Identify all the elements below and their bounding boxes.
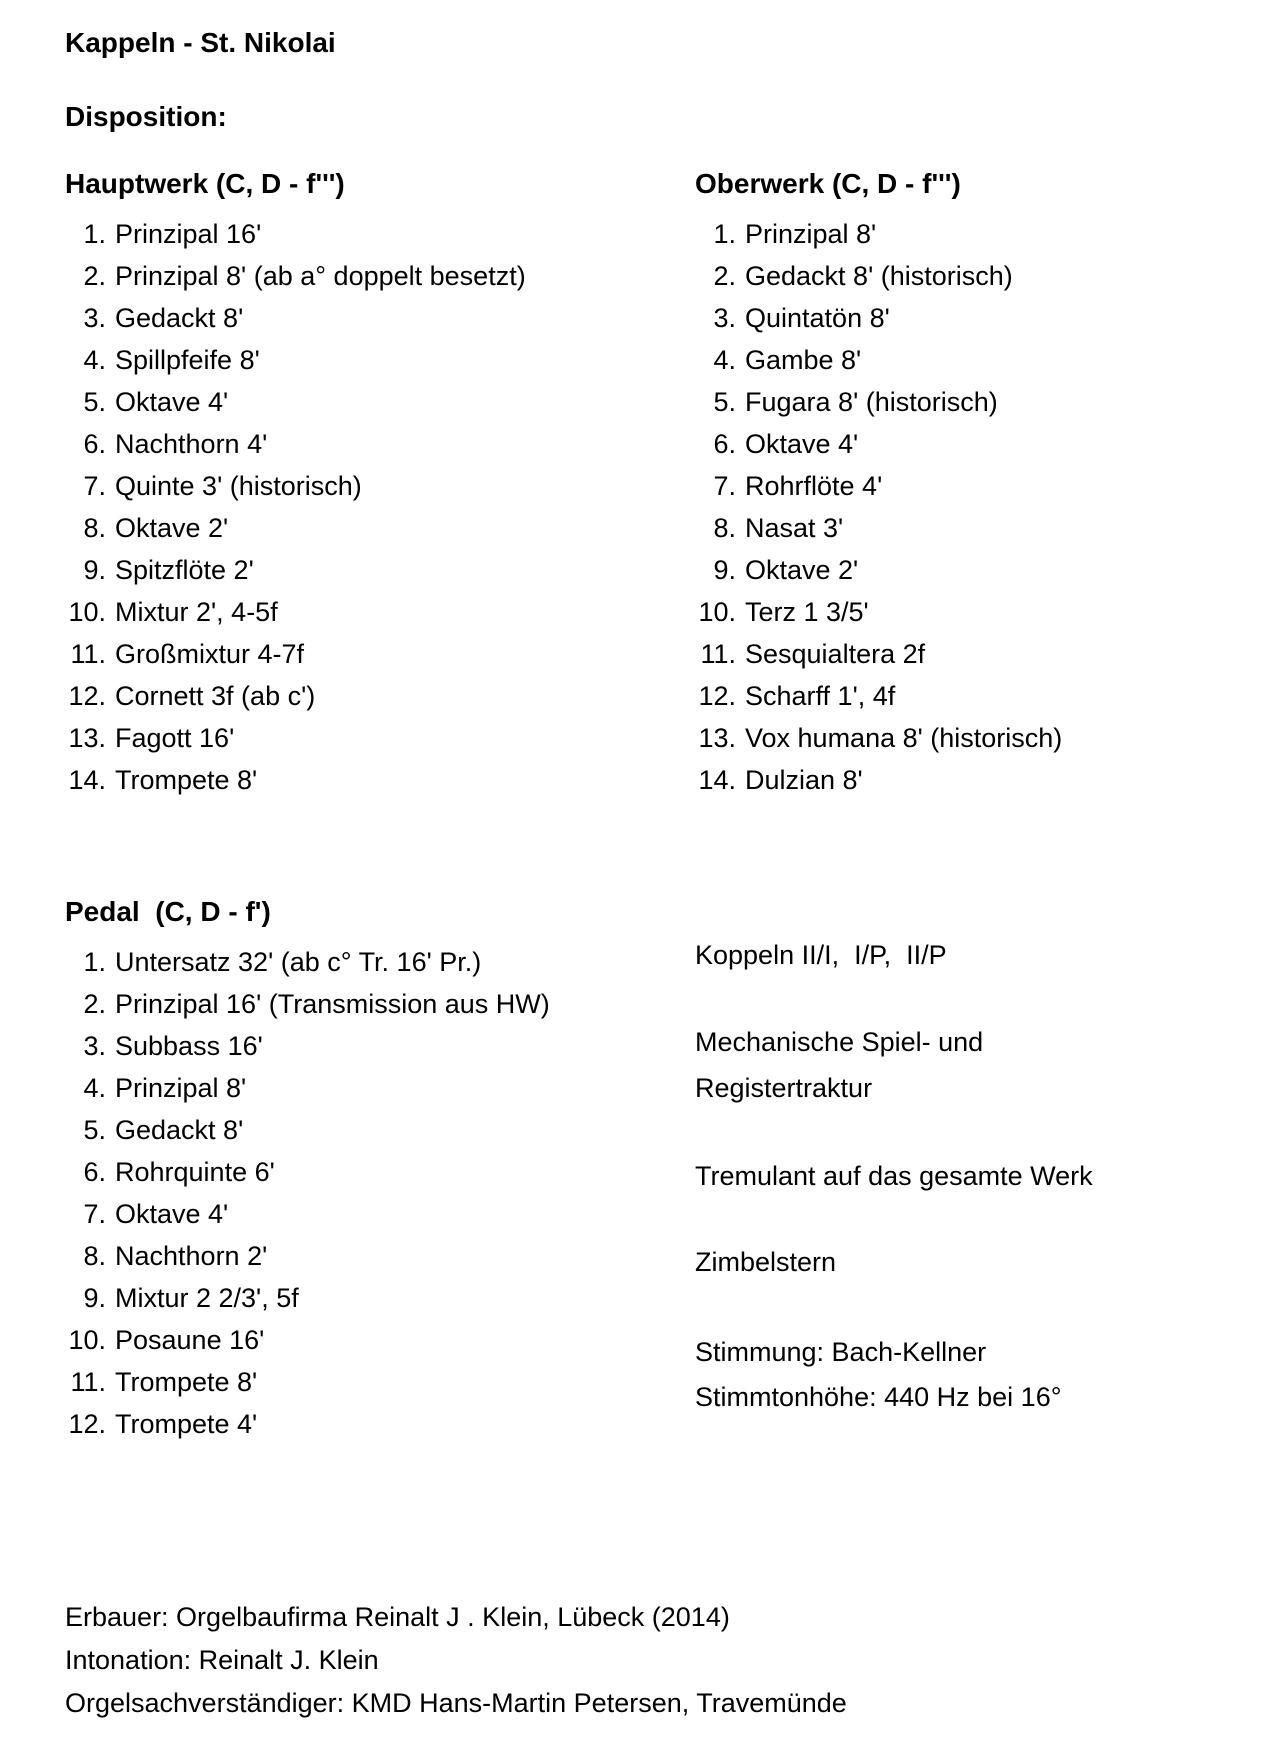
stop-label: Sesquialtera 2f bbox=[745, 639, 926, 669]
stop-number: 13. bbox=[698, 723, 736, 753]
stop-number: 5. bbox=[83, 387, 106, 417]
stop-number: 13. bbox=[68, 723, 106, 753]
stop-number: 3. bbox=[713, 303, 736, 333]
stop-number: 12. bbox=[68, 1409, 106, 1439]
stop-label: Trompete 8' bbox=[115, 1367, 258, 1397]
stop-number: 6. bbox=[83, 429, 106, 459]
stop-item bbox=[62, 465, 637, 507]
stop-label: Oktave 4' bbox=[115, 1199, 229, 1229]
stop-number: 10. bbox=[698, 597, 736, 627]
stop-number: 11. bbox=[70, 639, 106, 669]
stop-label: Oktave 2' bbox=[115, 513, 229, 543]
tuning-block bbox=[695, 1330, 1255, 1420]
stop-number: 12. bbox=[698, 681, 736, 711]
stop-number: 2. bbox=[713, 261, 736, 291]
stop-number: 1. bbox=[83, 947, 106, 977]
stop-label: Scharff 1', 4f bbox=[745, 681, 896, 711]
stop-label: Gambe 8' bbox=[745, 345, 862, 375]
stop-label: Quintatön 8' bbox=[745, 303, 890, 333]
stop-label: Fugara 8' (historisch) bbox=[745, 387, 998, 417]
stop-item bbox=[62, 941, 637, 983]
hauptwerk-heading: Hauptwerk (C, D - f''') bbox=[65, 168, 345, 199]
stop-label: Oktave 4' bbox=[745, 429, 859, 459]
stop-item bbox=[692, 717, 1267, 759]
stop-label: Prinzipal 16' (Transmission aus HW) bbox=[115, 989, 550, 1019]
stop-label: Prinzipal 16' bbox=[115, 219, 262, 249]
stop-item bbox=[62, 1319, 637, 1361]
stop-item bbox=[62, 983, 637, 1025]
stop-item bbox=[62, 1403, 637, 1445]
stop-item bbox=[692, 465, 1267, 507]
stop-number: 11. bbox=[70, 1367, 106, 1397]
stop-number: 7. bbox=[83, 1199, 106, 1229]
stop-item bbox=[62, 423, 637, 465]
stop-item bbox=[62, 759, 637, 801]
pedal-section bbox=[62, 896, 637, 1445]
stop-label: Nachthorn 2' bbox=[115, 1241, 268, 1271]
stop-item bbox=[692, 549, 1267, 591]
stop-number: 3. bbox=[83, 303, 106, 333]
stop-item bbox=[692, 633, 1267, 675]
stop-item bbox=[62, 633, 637, 675]
stop-number: 7. bbox=[713, 471, 736, 501]
pedal-stop-list bbox=[62, 941, 637, 1445]
stop-label: Mixtur 2 2/3', 5f bbox=[115, 1283, 299, 1313]
stop-item bbox=[62, 591, 637, 633]
stop-label: Trompete 8' bbox=[115, 765, 258, 795]
stop-label: Posaune 16' bbox=[115, 1325, 265, 1355]
action-line: Mechanische Spiel- und Registertraktur bbox=[695, 1027, 984, 1103]
stop-item bbox=[692, 381, 1267, 423]
stop-label: Mixtur 2', 4-5f bbox=[115, 597, 278, 627]
stop-item bbox=[692, 591, 1267, 633]
stop-item bbox=[692, 213, 1267, 255]
stop-item bbox=[692, 339, 1267, 381]
stop-item bbox=[692, 507, 1267, 549]
stop-number: 9. bbox=[713, 555, 736, 585]
oberwerk-section bbox=[692, 168, 1267, 801]
hauptwerk-stop-list bbox=[62, 213, 637, 801]
stop-label: Terz 1 3/5' bbox=[745, 597, 869, 627]
stop-item bbox=[62, 549, 637, 591]
stop-label: Cornett 3f (ab c') bbox=[115, 681, 316, 711]
stop-item bbox=[62, 1235, 637, 1277]
stop-number: 10. bbox=[68, 1325, 106, 1355]
disposition-heading: Disposition: bbox=[65, 101, 227, 132]
stop-label: Untersatz 32' (ab c° Tr. 16' Pr.) bbox=[115, 947, 482, 977]
oberwerk-stop-list bbox=[692, 213, 1267, 801]
tremulant-line: Tremulant auf das gesamte Werk bbox=[695, 1161, 1093, 1191]
stop-number: 4. bbox=[713, 345, 736, 375]
stop-item bbox=[62, 1151, 637, 1193]
stop-label: Nasat 3' bbox=[745, 513, 844, 543]
pedal-heading: Pedal (C, D - f') bbox=[65, 896, 271, 927]
stop-label: Gedackt 8' bbox=[115, 303, 244, 333]
stop-item bbox=[62, 717, 637, 759]
stop-number: 9. bbox=[83, 1283, 106, 1313]
stop-label: Spitzflöte 2' bbox=[115, 555, 254, 585]
stop-label: Trompete 4' bbox=[115, 1409, 258, 1439]
stop-label: Fagott 16' bbox=[115, 723, 235, 753]
stop-number: 4. bbox=[83, 1073, 106, 1103]
stop-item bbox=[692, 297, 1267, 339]
pitch-line: Stimmtonhöhe: 440 Hz bei 16° bbox=[695, 1382, 1062, 1412]
stop-item bbox=[692, 675, 1267, 717]
stop-item bbox=[62, 1067, 637, 1109]
stop-item bbox=[692, 759, 1267, 801]
stop-number: 7. bbox=[83, 471, 106, 501]
stop-number: 6. bbox=[83, 1157, 106, 1187]
stop-label: Gedackt 8' bbox=[115, 1115, 244, 1145]
stop-label: Vox humana 8' (historisch) bbox=[745, 723, 1063, 753]
stop-number: 8. bbox=[83, 1241, 106, 1271]
oberwerk-heading: Oberwerk (C, D - f''') bbox=[695, 168, 961, 199]
stop-label: Oktave 2' bbox=[745, 555, 859, 585]
stop-number: 3. bbox=[83, 1031, 106, 1061]
stop-label: Rohrquinte 6' bbox=[115, 1157, 275, 1187]
stop-number: 9. bbox=[83, 555, 106, 585]
stop-item bbox=[62, 1277, 637, 1319]
stop-item bbox=[62, 1109, 637, 1151]
stop-label: Prinzipal 8' bbox=[745, 219, 877, 249]
stop-label: Oktave 4' bbox=[115, 387, 229, 417]
stop-number: 5. bbox=[83, 1115, 106, 1145]
stop-item bbox=[62, 297, 637, 339]
stop-item bbox=[62, 213, 637, 255]
stop-number: 5. bbox=[713, 387, 736, 417]
hauptwerk-section bbox=[62, 168, 637, 801]
stop-number: 12. bbox=[68, 681, 106, 711]
stop-number: 1. bbox=[83, 219, 106, 249]
stop-item bbox=[62, 507, 637, 549]
stop-label: Dulzian 8' bbox=[745, 765, 863, 795]
stop-label: Rohrflöte 4' bbox=[745, 471, 883, 501]
builder-line: Erbauer: Orgelbaufirma Reinalt J . Klein, Lübeck (2014) bbox=[65, 1602, 730, 1632]
tuning-line: Stimmung: Bach-Kellner bbox=[695, 1337, 987, 1367]
consultant-line: Orgelsachverständiger: KMD Hans-Martin Petersen, Travemünde bbox=[65, 1688, 847, 1718]
stop-item bbox=[62, 675, 637, 717]
stop-number: 1. bbox=[713, 219, 736, 249]
stop-item bbox=[692, 423, 1267, 465]
zimbelstern-line: Zimbelstern bbox=[695, 1247, 837, 1277]
stop-item bbox=[62, 1361, 637, 1403]
footer-block bbox=[65, 1596, 1215, 1725]
voicing-line: Intonation: Reinalt J. Klein bbox=[65, 1645, 379, 1675]
stop-item bbox=[692, 255, 1267, 297]
stop-item bbox=[62, 381, 637, 423]
stop-item bbox=[62, 339, 637, 381]
stop-number: 2. bbox=[83, 989, 106, 1019]
stop-label: Prinzipal 8' bbox=[115, 1073, 247, 1103]
stop-label: Großmixtur 4-7f bbox=[115, 639, 305, 669]
couplers-line: Koppeln II/I, I/P, II/P bbox=[695, 940, 947, 970]
stop-number: 8. bbox=[83, 513, 106, 543]
stop-item bbox=[62, 1193, 637, 1235]
stop-number: 4. bbox=[83, 345, 106, 375]
stop-number: 11. bbox=[700, 639, 736, 669]
page-title: Kappeln - St. Nikolai bbox=[65, 27, 336, 58]
stop-number: 2. bbox=[83, 261, 106, 291]
stop-label: Spillpfeife 8' bbox=[115, 345, 260, 375]
stop-item bbox=[62, 255, 637, 297]
stop-label: Subbass 16' bbox=[115, 1031, 263, 1061]
stop-item bbox=[62, 1025, 637, 1067]
stop-label: Prinzipal 8' (ab a° doppelt besetzt) bbox=[115, 261, 526, 291]
stop-number: 14. bbox=[68, 765, 106, 795]
stop-number: 6. bbox=[713, 429, 736, 459]
stop-number: 10. bbox=[68, 597, 106, 627]
stop-label: Nachthorn 4' bbox=[115, 429, 268, 459]
stop-label: Gedackt 8' (historisch) bbox=[745, 261, 1013, 291]
stop-label: Quinte 3' (historisch) bbox=[115, 471, 362, 501]
stop-number: 14. bbox=[698, 765, 736, 795]
stop-number: 8. bbox=[713, 513, 736, 543]
